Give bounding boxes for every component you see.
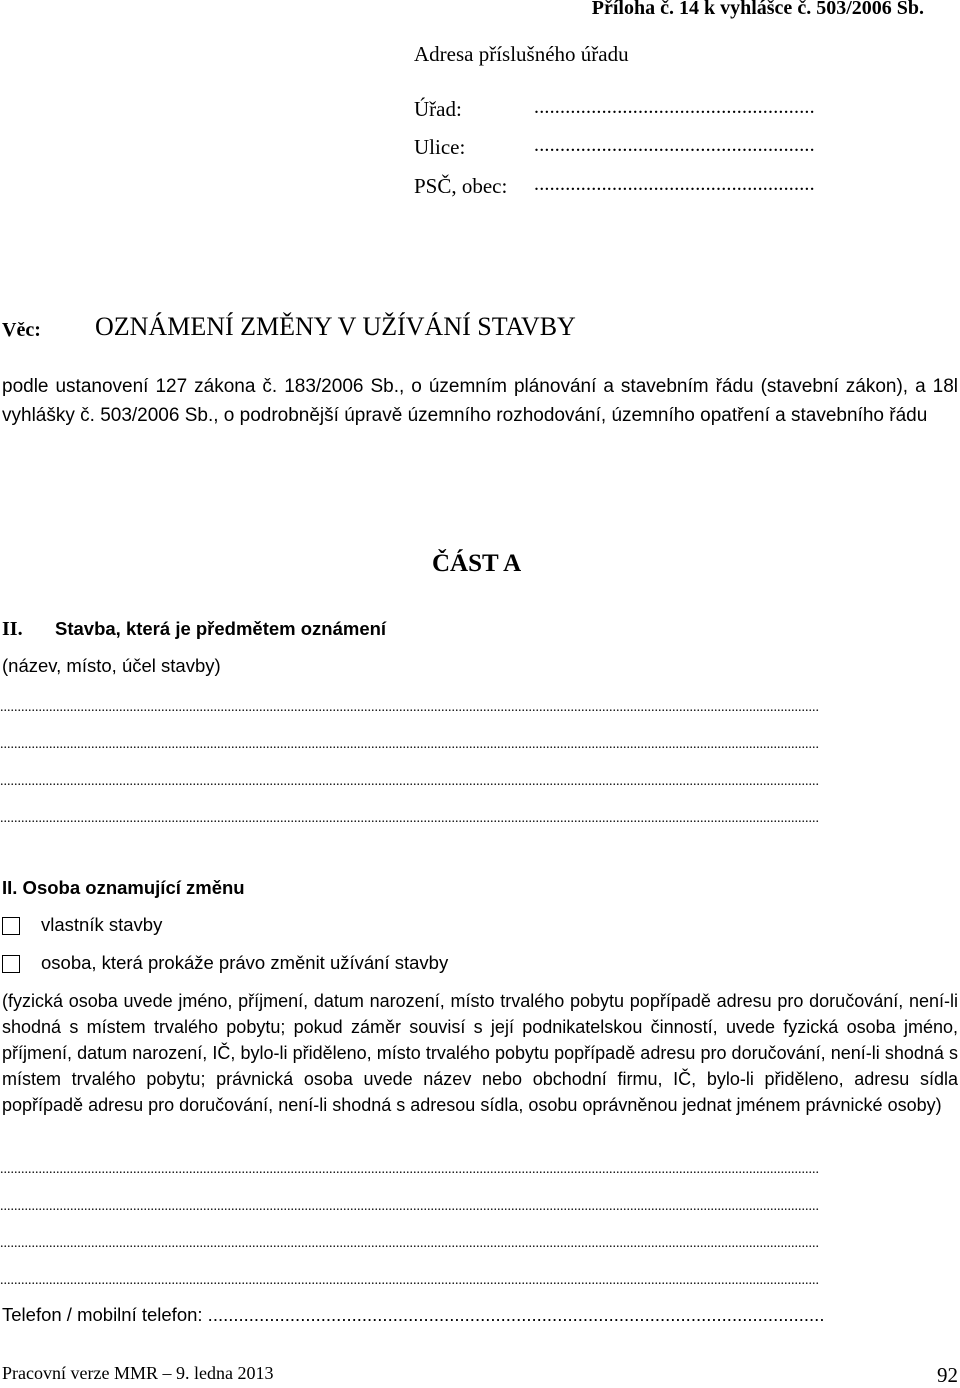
fill-line[interactable]: ..........................................................................................................................................................................................................................................: [0, 1162, 819, 1177]
office-label-ulice: Ulice:: [414, 135, 466, 159]
page-number: 92: [937, 1363, 958, 1387]
phone-field[interactable]: Telefon / mobilní telefon: ........................................................................................................................: [2, 1304, 825, 1325]
fill-line[interactable]: ..........................................................................................................................................................................................................................................: [0, 1199, 819, 1214]
section1-title: Stavba, která je předmětem oznámení: [55, 618, 387, 639]
office-label-psc: PSČ, obec:: [414, 174, 508, 198]
owner-checkbox[interactable]: [2, 917, 20, 935]
owner-option-label: vlastník stavby: [41, 914, 163, 935]
document-title: OZNÁMENÍ ZMĚNY V UŽÍVÁNÍ STAVBY: [95, 312, 576, 341]
part-a-title: ČÁST A: [432, 550, 522, 577]
fill-line[interactable]: ..........................................................................................................................................................................................................................................: [0, 737, 819, 752]
office-field-urad[interactable]: ......................................................: [534, 96, 815, 118]
fill-line[interactable]: ..........................................................................................................................................................................................................................................: [0, 1273, 819, 1288]
section2-heading: II. Osoba oznamující změnu: [2, 877, 245, 898]
fill-line[interactable]: ..........................................................................................................................................................................................................................................: [0, 811, 819, 826]
authorized-person-option-label: osoba, která prokáže právo změnit užívání stavby: [41, 952, 449, 973]
section1-number: II.: [2, 618, 23, 640]
legal-basis-text: podle ustanovení 127 zákona č. 183/2006 Sb., o územním plánování a stavebním řádu (stavební zákon), a 18l vyhlášky č. 503/2006 Sb., o podrobnější úpravě územního rozhodování, územního opatření a stavebního řádu: [2, 376, 958, 426]
office-label-urad: Úřad:: [414, 97, 462, 121]
office-field-ulice[interactable]: ......................................................: [534, 134, 815, 156]
authorized-person-checkbox[interactable]: [2, 955, 20, 973]
fill-line[interactable]: ..........................................................................................................................................................................................................................................: [0, 700, 819, 715]
subject-label: Věc:: [2, 319, 41, 341]
section2-instructions: (fyzická osoba uvede jméno, příjmení, datum narození, místo trvalého pobytu popřípadě adresu pro doručování, není-li shodná s místem trvalého pobytu; pokud záměr souvisí s její podnikatelskou činností, uvede fyzická osoba jméno, příjmení, datum narození, IČ, bylo-li přiděleno, místo trvalého pobytu popřípadě adresu pro doručování, není-li shodná s místem trvalého pobytu; právnická osoba uvede název nebo obchodní firmu, IČ, bylo-li přiděleno, adresu sídla popřípadě adresu pro doručování, není-li shodná s adresou sídla, osobu oprávněnou jednat jménem právnické osoby): [2, 991, 958, 1115]
fill-line[interactable]: ..........................................................................................................................................................................................................................................: [0, 774, 819, 789]
fill-line[interactable]: ..........................................................................................................................................................................................................................................: [0, 1236, 819, 1251]
office-heading: Adresa příslušného úřadu: [414, 42, 629, 66]
annex-reference: Příloha č. 14 k vyhlášce č. 503/2006 Sb.: [591, 0, 924, 19]
office-field-psc[interactable]: ......................................................: [534, 173, 815, 195]
footer-version: Pracovní verze MMR – 9. ledna 2013: [2, 1363, 274, 1383]
section1-subtitle: (název, místo, účel stavby): [2, 655, 221, 676]
